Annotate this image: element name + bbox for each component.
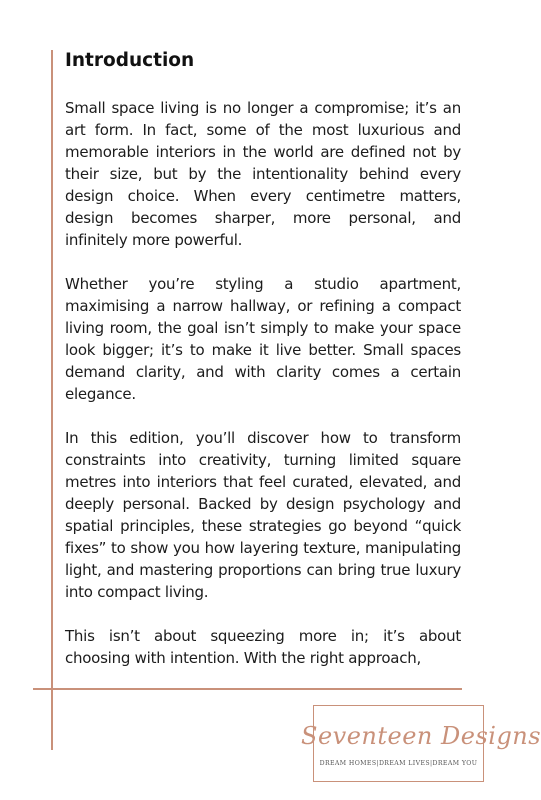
brand-logo-tagline: DREAM HOMES|DREAM LIVES|DREAM YOU — [319, 760, 478, 767]
paragraph-4: This isn’t about squeezing more in; it’s about choosing with intention. With the right approach, — [65, 627, 461, 667]
left-accent-rule — [51, 50, 53, 750]
paragraph-2: Whether you’re styling a studio apartment, maximising a narrow hallway, or refining a compact living room, the goal isn’t simply to make your space look bigger; it’s to make it live better. Small spaces demand clarity, and with clarity comes a certain elegance. — [65, 275, 461, 403]
brand-logo-wordmark: Seventeen Designs — [301, 722, 541, 750]
article-body — [65, 46, 461, 691]
section-heading: Introduction — [65, 50, 195, 71]
paragraph-1: Small space living is no longer a compromise; it’s an art form. In fact, some of the most luxurious and memorable interiors in the world are defined not by their size, but by the intentionality behind every design choice. When every centimetre matters, design becomes sharper, more personal, and infinitely more powerful. — [65, 99, 461, 249]
paragraph-3: In this edition, you’ll discover how to transform constraints into creativity, turning limited square metres into interiors that feel curated, elevated, and deeply personal. Backed by design psychology and spatial principles, these strategies go beyond “quick fixes” to show you how layering texture, manipulating light, and mastering proportions can bring true luxury into compact living. — [65, 429, 461, 601]
